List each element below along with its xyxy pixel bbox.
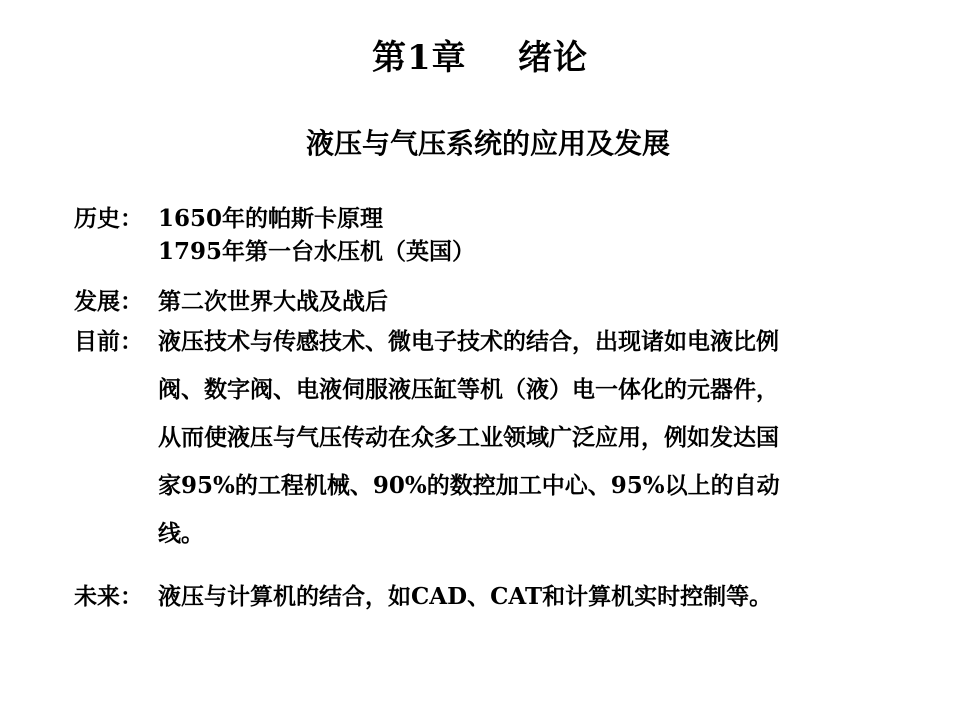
future-text: 液压与计算机的结合，如CAD、CAT和计算机实时控制等。 (158, 583, 773, 610)
development-row (74, 283, 904, 316)
history-line-1: 1650年的帕斯卡原理 (158, 205, 384, 232)
history-row (74, 200, 904, 233)
current-line-3: 从而使液压与气压传动在众多工业领域广泛应用，例如发达国 (158, 424, 779, 451)
development-text: 第二次世界大战及战后 (158, 288, 388, 315)
future-label: 未来： (74, 583, 143, 610)
current-label: 目前： (74, 328, 143, 355)
current-line-5: 线。 (158, 520, 204, 547)
chapter-title: 第1章 绪论 (371, 38, 588, 78)
current-line-2: 阀、数字阀、电液伺服液压缸等机（液）电一体化的元器件， (158, 376, 779, 403)
current-line-1: 液压技术与传感技术、微电子技术的结合，出现诸如电液比例 (158, 328, 779, 355)
section-title: 液压与气压系统的应用及发展 (305, 127, 670, 160)
development-label: 发展： (74, 288, 143, 315)
current-paragraph (158, 318, 898, 558)
history-label: 历史： (74, 205, 143, 232)
history-line-2: 1795年第一台水压机（英国） (158, 238, 476, 265)
future-row (74, 578, 904, 611)
current-line-4: 家95%的工程机械、90%的数控加工中心、95%以上的自动 (158, 472, 780, 499)
